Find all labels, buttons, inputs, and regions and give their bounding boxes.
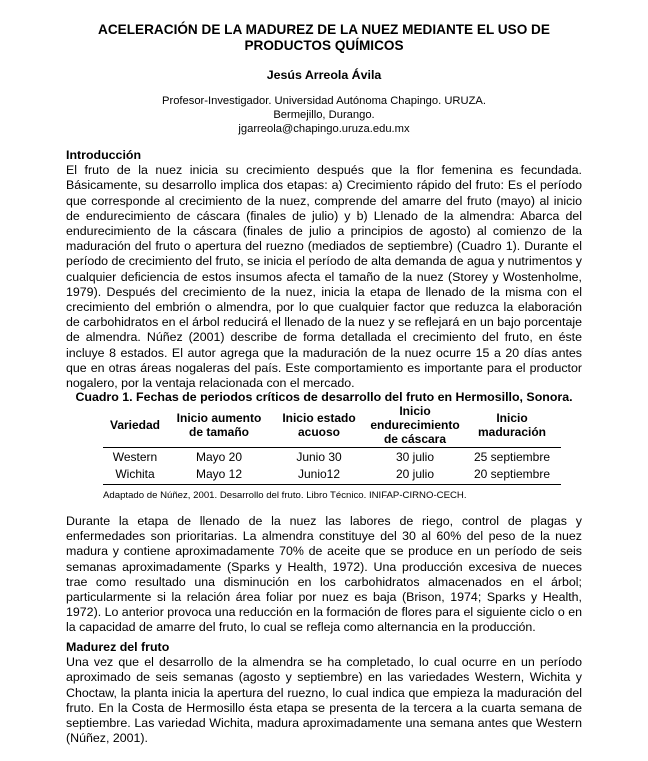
paragraph: El fruto de la nuez inicia su crecimiento después que la flor femenina es fecundada. Básicamente, su desarrollo implica dos etapas: a) Crecimiento rápido del fruto: Es el período que corresponde al crecimiento de la nuez, comprende del amarre del fruto (mayo) al inicio de endurecimiento de cáscara (finales de julio) y b) Llenado de la almendra: Abarca del endurecimiento de la cáscara (finales de julio a principios de agosto) al comienzo de la maduración del fruto o apertura del ruezno (mediados de septiembre) (Cuadro 1). Durante el período de crecimiento del fruto, se inicia el período de alta demanda de agua y nutrimentos y cualquier deficiencia de estos insumos afecta el tamaño de la nuez (Storey y Wostenholme, 1979). Después del crecimiento de la nuez, inicia la etapa de llenado de la misma con el crecimiento del embrión o almendra, por lo que cualquier factor que reduzca la elaboración de carbohidratos en el árbol reducirá el llenado de la nuez y se reflejará en un bajo porcentaje de almendra. Núñez (2001) describe de forma detallada el crecimiento del fruto, en éste incluye 8 estados. El autor agrega que la maduración de la nuez ocurre 15 a 20 días antes que en otras áreas nogaleras del país. Este comportamiento es importante para el productor nogalero, por la ventaja relacionada con el mercado. bbox=[66, 163, 582, 391]
author-email: jgarreola@chapingo.uruza.edu.mx bbox=[238, 123, 410, 136]
table-cell: 30 julio bbox=[395, 449, 435, 464]
table-cell: Mayo 20 bbox=[195, 449, 243, 464]
section-heading: Madurez del fruto bbox=[66, 640, 170, 654]
table-header-cell: Inicio endurecimiento de cáscara bbox=[370, 404, 460, 446]
paragraph: Una vez que el desarrollo de la almendra se ha completado, lo cual ocurre en un período aproximado de seis semanas (agosto y septiembre) en las variedades Western, Wichita y Choctaw, la planta inicia la apertura del ruezno, lo cual indica que empieza la maduración del fruto. En la Costa de Hermosillo ésta etapa se presenta de la tercera a la cuarta semana de septiembre. Las variedad Wichita, madura aproximadamente una semana antes que Western (Núñez, 2001). bbox=[66, 655, 582, 746]
table-row bbox=[103, 466, 561, 485]
section-heading: Introducción bbox=[66, 148, 142, 162]
affiliation-line: Profesor-Investigador. Universidad Autónoma Chapingo. URUZA. bbox=[162, 95, 486, 107]
data-table bbox=[103, 405, 561, 485]
table-cell: 20 septiembre bbox=[473, 466, 551, 481]
paragraph: Durante la etapa de llenado de la nuez las labores de riego, control de plagas y enfermedades son prioritarias. La almendra constituye del 30 al 60% del peso de la nuez madura y contiene aproximadamente 70% de aceite que se produce en un período de seis semanas aproximadamente (Sparks y Health, 1972). Una producción excesiva de nueces trae como resultado una disminución en los carbohidratos almacenados en el árbol; particularmente si la relación área foliar por nuez es baja (Brison, 1974; Sparks y Health, 1972). Lo anterior provoca una reducción en la formación de flores para el siguiente ciclo o en la capacidad de amarre del fruto, lo cual se refleja como alternancia en la producción. bbox=[66, 514, 582, 635]
table-cell: Wichita bbox=[115, 466, 155, 481]
author-affiliation bbox=[66, 94, 582, 137]
table-row bbox=[103, 447, 561, 466]
table-caption: Cuadro 1. Fechas de periodos críticos de desarrollo del fruto en Hermosillo, Sonora. bbox=[75, 390, 573, 404]
table-header-cell: Inicio maduración bbox=[477, 411, 546, 439]
author-name: Jesús Arreola Ávila bbox=[266, 68, 382, 82]
table-header-cell: Inicio aumento de tamaño bbox=[176, 411, 262, 439]
paper-title: ACELERACIÓN DE LA MADUREZ DE LA NUEZ MEDIANTE EL USO DE PRODUCTOS QUÍMICOS bbox=[98, 22, 550, 53]
affiliation-line: Bermejillo, Durango. bbox=[273, 109, 375, 122]
madurez-section bbox=[66, 640, 582, 746]
table-cell: Junio 30 bbox=[296, 449, 342, 464]
intro-section bbox=[66, 148, 582, 391]
table-cell: Junio12 bbox=[297, 466, 341, 481]
table-cell: 20 julio bbox=[395, 466, 435, 481]
table-header-cell: Variedad bbox=[109, 417, 161, 432]
table-cell: Western bbox=[112, 449, 158, 464]
table-header-row bbox=[103, 405, 561, 447]
filling-section bbox=[66, 514, 582, 636]
table-cell: Mayo 12 bbox=[195, 466, 243, 481]
table-source-note: Adaptado de Núñez, 2001. Desarrollo del fruto. Libro Técnico. INIFAP-CIRNO-CECH. bbox=[103, 490, 467, 501]
table-cell: 25 septiembre bbox=[473, 449, 551, 464]
table-header-cell: Inicio estado acuoso bbox=[282, 411, 356, 439]
